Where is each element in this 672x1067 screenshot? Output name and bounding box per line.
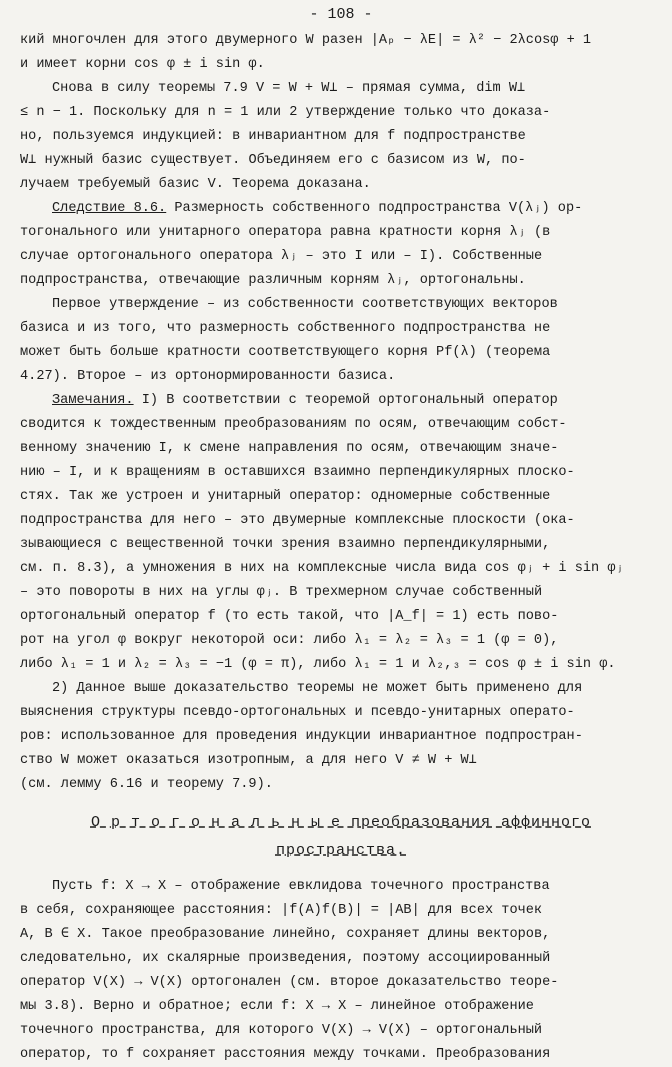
text-line: оператор, то f сохраняет расстояния между точками. Преобразования	[20, 1047, 551, 1062]
page-number: - 108 -	[309, 6, 373, 23]
section-title-line-1: О р т о г о н а л ь н ы е преобразования аффинного	[90, 814, 592, 831]
text-line: 4.27). Второе – из ортонормированности базиса.	[20, 369, 396, 384]
text-line: и имеет корни cos φ ± i sin φ.	[20, 57, 265, 72]
text-line: может быть больше кратности соответствующего корня Pf(λ) (теорема	[20, 345, 551, 360]
text-line: Снова в силу теоремы 7.9 V = W + W⊥ – прямая сумма, dim W⊥	[52, 81, 526, 96]
text-line: нию – I, и к вращениям в оставшихся взаимно перпендикулярных плоско-	[20, 465, 575, 480]
text-line: см. п. 8.3), а умножения в них на комплексные числа вида cos φⱼ + i sin φⱼ	[20, 561, 624, 576]
text-line: W⊥ нужный базис существует. Объединяем его с базисом из W, по-	[20, 153, 526, 168]
text-line: лучаем требуемый базис V. Теорема доказана.	[20, 177, 371, 192]
text-line: случае ортогонального оператора λⱼ – это I или – I). Собственные	[20, 249, 543, 264]
text-line: рот на угол φ вокруг некоторой оси: либо λ₁ = λ₂ = λ₃ = 1 (φ = 0),	[20, 633, 559, 648]
body-text	[20, 29, 662, 797]
text-line: – это повороты в них на углы φⱼ. В трехмерном случае собственный	[20, 585, 543, 600]
text-line: Первое утверждение – из собственности соответствующих векторов	[52, 297, 558, 312]
text-line: следовательно, их скалярные произведения, поэтому ассоциированный	[20, 951, 551, 966]
corollary-first-line	[20, 197, 662, 221]
corollary-text: Размерность собственного подпространства V(λⱼ) ор-	[166, 201, 583, 216]
text-line: тогонального или унитарного оператора равна кратности корня λⱼ (в	[20, 225, 551, 240]
text-line: (см. лемму 6.16 и теорему 7.9).	[20, 777, 273, 792]
section-title	[20, 809, 662, 865]
text-line: ≤ n − 1. Поскольку для n = 1 или 2 утверждение только что доказа-	[20, 105, 551, 120]
text-line: выяснения структуры псевдо-ортогональных и псевдо-унитарных операто-	[20, 705, 575, 720]
text-line: кий многочлен для этого двумерного W разен |Aₚ − λE| = λ² − 2λcosφ + 1	[20, 33, 592, 48]
text-line: точечного пространства, для которого V(X) → V(X) – ортогональный	[20, 1023, 543, 1038]
text-line: но, пользуемся индукцией: в инвариантном для f подпространстве	[20, 129, 526, 144]
remarks-label: Замечания.	[52, 393, 134, 408]
text-line: оператор V(X) → V(X) ортогонален (см. второе доказательство теоре-	[20, 975, 559, 990]
text-line: стях. Так же устроен и унитарный оператор: одномерные собственные	[20, 489, 551, 504]
text-line: подпространства, отвечающие различным корням λⱼ, ортогональны.	[20, 273, 526, 288]
text-line: венному значению I, к смене направления по осям, отвечающим значе-	[20, 441, 559, 456]
corollary-label: Следствие 8.6.	[52, 201, 167, 216]
text-line: подпространства для него – это двумерные комплексные плоскости (ока-	[20, 513, 575, 528]
text-line: базиса и из того, что размерность собственного подпространства не	[20, 321, 551, 336]
text-line: либо λ₁ = 1 и λ₂ = λ₃ = −1 (φ = π), либо λ₁ = 1 и λ₂,₃ = cos φ ± i sin φ.	[20, 657, 616, 672]
remarks-text: I) В соответствии с теоремой ортогональный оператор	[133, 393, 558, 408]
text-line: в себя, сохраняющее расстояния: |f(A)f(B)| = |AB| для всех точек	[20, 903, 543, 918]
text-line: ство W может оказаться изотропным, а для него V ≠ W + W⊥	[20, 753, 477, 768]
text-line: Пусть f: X → X – отображение евклидова точечного пространства	[52, 879, 550, 894]
text-line: ров: использованное для проведения индукции инвариантное подпростран-	[20, 729, 583, 744]
remarks-first-line	[20, 389, 662, 413]
section-title-line-2: пространства.	[275, 842, 407, 859]
text-line: ортогональный оператор f (то есть такой, что |A_f| = 1) есть пово-	[20, 609, 559, 624]
section-body	[20, 875, 662, 1067]
text-line: мы 3.8). Верно и обратное; если f: X → X – линейное отображение	[20, 999, 534, 1014]
text-line: сводится к тождественным преобразованиям по осям, отвечающим собст-	[20, 417, 567, 432]
text-line: зывающиеся с вещественной точки зрения взаимно перпендикулярными,	[20, 537, 551, 552]
text-line: 2) Данное выше доказательство теоремы не может быть применено для	[52, 681, 583, 696]
text-line: A, B ∈ X. Такое преобразование линейно, сохраняет длины векторов,	[20, 927, 551, 942]
